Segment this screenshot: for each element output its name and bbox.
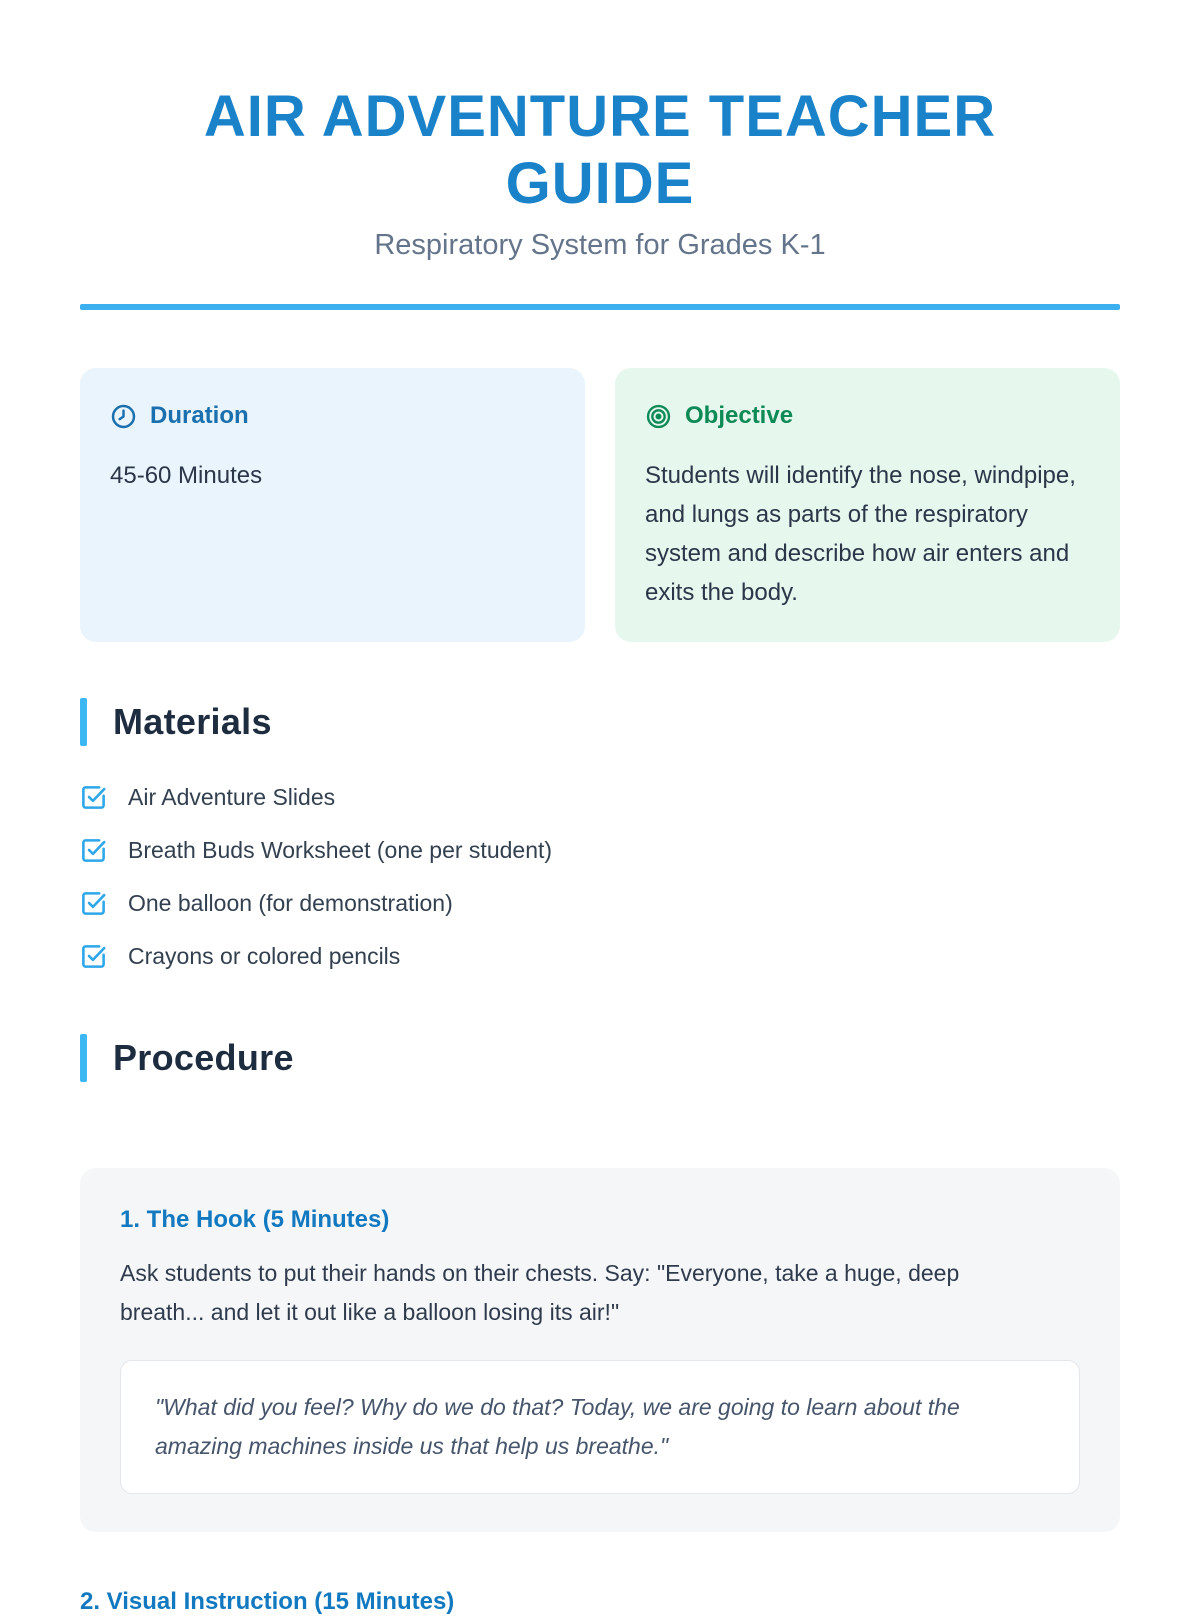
checkbox-checked-icon [80,890,107,917]
objective-card [615,368,1120,642]
materials-accent-bar [80,698,87,746]
objective-label: Objective [685,402,794,430]
procedure-accent-bar [80,1034,87,1082]
material-item-label: One balloon (for demonstration) [128,890,453,917]
teacher-script-quote-box [120,1360,1080,1494]
material-item-label: Breath Buds Worksheet (one per student) [128,837,553,864]
materials-list [80,784,1120,970]
material-item-label: Air Adventure Slides [128,784,336,811]
objective-text: Students will identify the nose, windpipe, and lungs as parts of the respiratory system and describe how air enters and exits the body. [645,462,1076,607]
target-icon [645,403,672,430]
material-item-label: Crayons or colored pencils [128,943,401,970]
materials-heading-text: Materials [113,701,272,743]
header-divider [80,304,1120,310]
checkbox-checked-icon [80,837,107,864]
list-item [80,890,1120,917]
objective-card-header [645,402,1090,430]
clock-icon [110,403,137,430]
procedure-section-heading [80,1034,1120,1082]
step-1-title: 1. The Hook (5 Minutes) [120,1206,390,1234]
checkbox-checked-icon [80,784,107,811]
procedure-step-card [80,1168,1120,1532]
info-cards-row [80,368,1120,642]
teacher-script-quote-text: "What did you feel? Why do we do that? Today, we are going to learn about the amazing machines inside us that help us breathe." [155,1394,960,1460]
checkbox-checked-icon [80,943,107,970]
materials-section-heading [80,698,1120,746]
procedure-heading-text: Procedure [113,1037,294,1079]
list-item [80,837,1120,864]
step-1-body: Ask students to put their hands on their chests. Say: "Everyone, take a huge, deep breath... and let it out like a balloon losing its air!" [120,1260,960,1326]
list-item [80,943,1120,970]
duration-value: 45-60 Minutes [110,462,263,490]
step-2-title: 2. Visual Instruction (15 Minutes) [80,1588,455,1616]
page-title: AIR ADVENTURE TEACHER GUIDE [203,84,997,216]
duration-label: Duration [150,402,249,430]
list-item [80,784,1120,811]
duration-card [80,368,585,642]
page-subtitle: Respiratory System for Grades K-1 [374,229,826,262]
duration-card-header [110,402,555,430]
